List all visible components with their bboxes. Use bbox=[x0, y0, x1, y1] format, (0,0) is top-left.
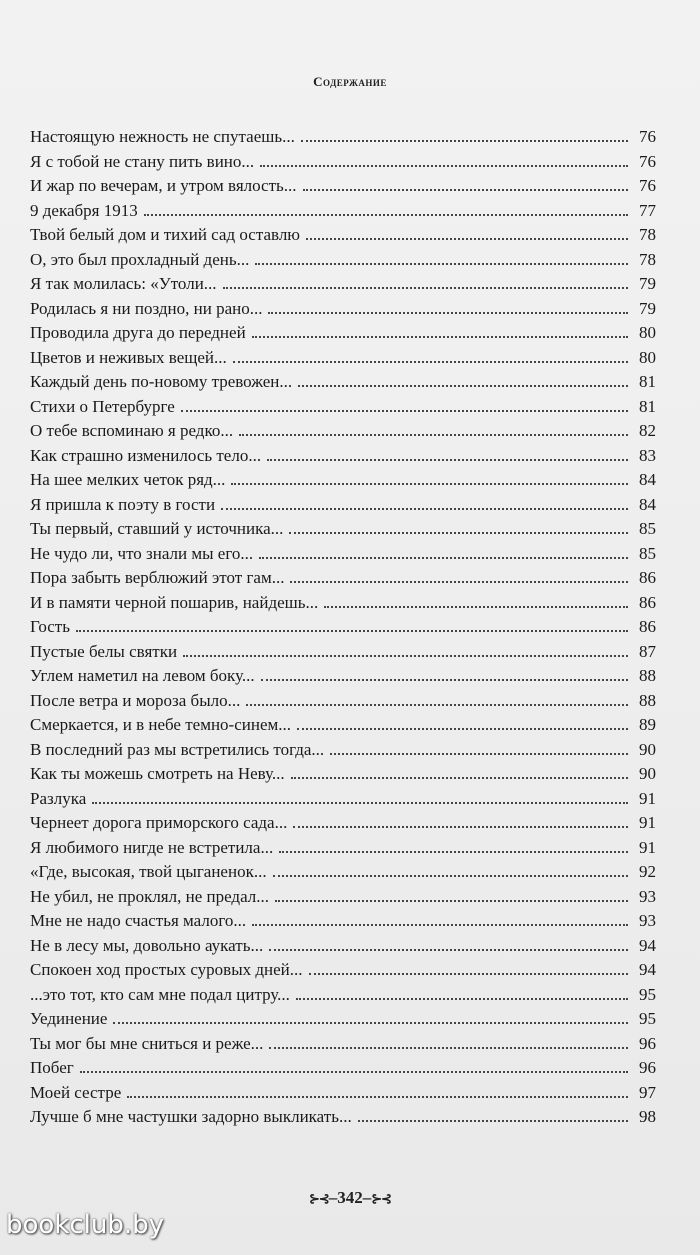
toc-entry-page: 89 bbox=[639, 715, 656, 734]
dash-right: – bbox=[362, 1188, 372, 1207]
toc-entry bbox=[30, 321, 656, 346]
toc-entry-title: Пора забыть верблюжий этот гам... bbox=[30, 568, 285, 587]
dot-leader bbox=[268, 312, 628, 314]
toc-entry bbox=[30, 199, 656, 224]
toc-entry-page: 79 bbox=[639, 274, 656, 293]
dot-leader bbox=[330, 753, 628, 755]
toc-entry-title: Лучше б мне частушки задорно выкликать... bbox=[30, 1107, 352, 1126]
dot-leader bbox=[306, 238, 628, 240]
toc-entry-title: Не убил, не проклял, не предал... bbox=[30, 886, 270, 906]
toc-entry-page: 80 bbox=[639, 323, 656, 342]
toc-entry-title: О, это был прохладный день... bbox=[30, 249, 250, 269]
page-number: 342 bbox=[337, 1188, 363, 1207]
toc-entry-page: 86 bbox=[639, 568, 656, 587]
dot-leader bbox=[296, 998, 628, 1000]
dot-leader bbox=[260, 165, 628, 167]
toc-entry-page: 88 bbox=[639, 666, 656, 685]
dot-leader bbox=[289, 532, 628, 534]
toc-entry-title: Я так молилась: «Утоли... bbox=[30, 274, 217, 293]
dot-leader bbox=[301, 140, 628, 142]
dot-leader bbox=[261, 679, 628, 681]
toc-entry-page: 95 bbox=[639, 984, 656, 1004]
toc-entry-page: 93 bbox=[639, 911, 656, 930]
toc-entry-title: Ты первый, ставший у источника... bbox=[30, 519, 284, 538]
toc-entry-title: Как страшно изменилось тело... bbox=[30, 445, 262, 465]
toc-entry-page: 76 bbox=[639, 151, 656, 171]
toc-entry-page: 84 bbox=[639, 470, 656, 489]
toc-entry-page: 85 bbox=[639, 519, 656, 538]
dot-leader bbox=[293, 826, 628, 828]
toc-entry bbox=[30, 566, 656, 591]
toc-entry-page: 85 bbox=[639, 543, 656, 563]
toc-entry-page: 96 bbox=[639, 1033, 656, 1053]
toc-entry-title: Пустые белы святки bbox=[30, 641, 178, 661]
toc-entry-title: О тебе вспоминаю я редко... bbox=[30, 421, 234, 440]
toc-entry-page: 76 bbox=[639, 176, 656, 195]
toc-entry bbox=[30, 689, 656, 714]
dot-leader bbox=[144, 214, 628, 216]
toc-entry bbox=[30, 493, 656, 518]
dot-leader bbox=[267, 459, 628, 461]
toc-entry bbox=[30, 1032, 656, 1057]
toc-entry-title: ...это тот, кто сам мне подал цитру... bbox=[30, 984, 290, 1004]
dot-leader bbox=[291, 777, 628, 779]
toc-entry bbox=[30, 248, 656, 273]
toc-entry bbox=[30, 885, 656, 910]
toc-entry bbox=[30, 836, 656, 861]
dot-leader bbox=[246, 704, 628, 706]
toc-entry bbox=[30, 738, 656, 763]
toc-entry bbox=[30, 615, 656, 640]
dash-left: – bbox=[328, 1188, 338, 1207]
toc-entry bbox=[30, 787, 656, 812]
toc-entry-page: 78 bbox=[639, 225, 656, 244]
dot-leader bbox=[92, 802, 628, 804]
toc-entry bbox=[30, 346, 656, 371]
toc-entry-page: 93 bbox=[639, 886, 656, 906]
dot-leader bbox=[269, 949, 628, 951]
dot-leader bbox=[80, 1071, 628, 1073]
dot-leader bbox=[181, 410, 628, 412]
dot-leader bbox=[275, 900, 628, 902]
dot-leader bbox=[298, 385, 628, 387]
toc-entry-page: 94 bbox=[639, 960, 656, 979]
toc-entry-title: Побег bbox=[30, 1058, 74, 1077]
toc-entry bbox=[30, 419, 656, 444]
toc-entry bbox=[30, 370, 656, 395]
toc-entry-page: 86 bbox=[639, 592, 656, 612]
toc-entry bbox=[30, 640, 656, 665]
toc-entry-page: 94 bbox=[639, 935, 656, 955]
toc-entry bbox=[30, 860, 656, 885]
dot-leader bbox=[113, 1022, 628, 1024]
toc-entry-title: Моей сестре bbox=[30, 1082, 122, 1102]
toc-entry-title: И жар по вечерам, и утром вялость... bbox=[30, 176, 297, 195]
toc-entry bbox=[30, 934, 656, 959]
toc-entry-page: 92 bbox=[639, 862, 656, 881]
toc-entry-page: 81 bbox=[639, 372, 656, 391]
toc-entry bbox=[30, 297, 656, 322]
toc-entry-title: Не чудо ли, что знали мы его... bbox=[30, 543, 254, 563]
dot-leader bbox=[252, 336, 628, 338]
toc-entry-title: Разлука bbox=[30, 788, 87, 808]
ornament-left-icon: ⊱⊰ bbox=[308, 1191, 329, 1206]
watermark: bookclub.by bbox=[6, 1210, 165, 1240]
toc-entry-page: 86 bbox=[639, 617, 656, 636]
toc-entry-page: 83 bbox=[639, 445, 656, 465]
toc-entry bbox=[30, 1105, 656, 1130]
toc-entry bbox=[30, 909, 656, 934]
dot-leader bbox=[76, 630, 628, 632]
toc-entry-title: Родилась я ни поздно, ни рано... bbox=[30, 298, 263, 318]
toc-entry bbox=[30, 395, 656, 420]
toc-entry-page: 95 bbox=[639, 1009, 656, 1028]
dot-leader bbox=[239, 434, 628, 436]
toc-entry-title: Я любимого нигде не встретила... bbox=[30, 837, 274, 857]
toc-entry-title: Цветов и неживых вещей... bbox=[30, 347, 227, 367]
toc-entry bbox=[30, 174, 656, 199]
toc-entry-title: В последний раз мы встретились тогда... bbox=[30, 739, 325, 759]
toc-entry-page: 90 bbox=[639, 764, 656, 783]
toc-entry-page: 84 bbox=[639, 494, 656, 514]
dot-leader bbox=[223, 287, 628, 289]
toc-entry-title: После ветра и мороза было... bbox=[30, 690, 241, 710]
toc-entry bbox=[30, 517, 656, 542]
dot-leader bbox=[303, 189, 628, 191]
dot-leader bbox=[297, 728, 628, 730]
toc-entry-page: 87 bbox=[639, 641, 656, 661]
dot-leader bbox=[309, 973, 628, 975]
toc-entry-title: На шее мелких четок ряд... bbox=[30, 470, 226, 489]
dot-leader bbox=[221, 508, 628, 510]
dot-leader bbox=[273, 875, 628, 877]
toc-entry-title: Не в лесу мы, довольно аукать... bbox=[30, 935, 264, 955]
toc-entry-title: «Где, высокая, твой цыганенок... bbox=[30, 862, 267, 881]
toc-entry-page: 81 bbox=[639, 396, 656, 416]
toc-entry-page: 91 bbox=[639, 788, 656, 808]
toc-entry-title: Каждый день по-новому тревожен... bbox=[30, 372, 293, 391]
dot-leader bbox=[233, 361, 628, 363]
page-footer bbox=[0, 1188, 700, 1208]
toc-entry-title: Смеркается, и в небе темно-синем... bbox=[30, 715, 292, 734]
toc-entry-title: Я пришла к поэту в гости bbox=[30, 494, 216, 514]
toc-entry bbox=[30, 713, 656, 738]
toc-entry bbox=[30, 223, 656, 248]
toc-entry-title: Твой белый дом и тихий сад оставлю bbox=[30, 225, 301, 244]
toc-entry-page: 91 bbox=[639, 813, 656, 832]
toc-entry-page: 78 bbox=[639, 249, 656, 269]
toc-entry-title: И в памяти черной пошарив, найдешь... bbox=[30, 592, 319, 612]
toc-entry bbox=[30, 591, 656, 616]
ornament-right-icon: ⊱⊰ bbox=[371, 1191, 392, 1206]
table-of-contents bbox=[30, 125, 656, 1130]
dot-leader bbox=[290, 581, 628, 583]
toc-entry-page: 82 bbox=[639, 421, 656, 440]
toc-entry-page: 88 bbox=[639, 690, 656, 710]
dot-leader bbox=[231, 483, 628, 485]
toc-entry-page: 77 bbox=[639, 200, 656, 220]
toc-entry-page: 76 bbox=[639, 127, 656, 146]
toc-entry-title: Чернеет дорога приморского сада... bbox=[30, 813, 288, 832]
toc-entry-title: Настоящую нежность не спутаешь... bbox=[30, 127, 295, 146]
toc-entry bbox=[30, 983, 656, 1008]
dot-leader bbox=[252, 924, 628, 926]
toc-entry-page: 96 bbox=[639, 1058, 656, 1077]
toc-entry-title: Я с тобой не стану пить вино... bbox=[30, 151, 255, 171]
toc-entry bbox=[30, 150, 656, 175]
toc-entry-page: 91 bbox=[639, 837, 656, 857]
toc-entry-page: 98 bbox=[639, 1107, 656, 1126]
dot-leader bbox=[358, 1120, 628, 1122]
toc-entry bbox=[30, 762, 656, 787]
toc-entry bbox=[30, 125, 656, 150]
toc-entry bbox=[30, 272, 656, 297]
dot-leader bbox=[127, 1096, 628, 1098]
toc-entry-title: Углем наметил на левом боку... bbox=[30, 666, 255, 685]
toc-entry-title: Ты мог бы мне сниться и реже... bbox=[30, 1033, 264, 1053]
toc-entry bbox=[30, 1007, 656, 1032]
toc-entry bbox=[30, 468, 656, 493]
toc-entry-title: Спокоен ход простых суровых дней... bbox=[30, 960, 303, 979]
toc-entry-title: Как ты можешь смотреть на Неву... bbox=[30, 764, 285, 783]
toc-entry-title: Мне не надо счастья малого... bbox=[30, 911, 247, 930]
dot-leader bbox=[279, 851, 628, 853]
page-header: Содержание bbox=[313, 74, 387, 89]
toc-entry-title: Гость bbox=[30, 617, 70, 636]
toc-entry bbox=[30, 1056, 656, 1081]
toc-entry bbox=[30, 444, 656, 469]
dot-leader bbox=[269, 1047, 628, 1049]
toc-entry-page: 90 bbox=[639, 739, 656, 759]
toc-entry-page: 80 bbox=[639, 347, 656, 367]
toc-entry bbox=[30, 811, 656, 836]
toc-entry bbox=[30, 1081, 656, 1106]
toc-entry-title: 9 декабря 1913 bbox=[30, 200, 138, 220]
toc-entry-title: Стихи о Петербурге bbox=[30, 396, 175, 416]
toc-entry bbox=[30, 664, 656, 689]
dot-leader bbox=[259, 557, 628, 559]
toc-entry bbox=[30, 542, 656, 567]
toc-entry-title: Проводила друга до передней bbox=[30, 323, 246, 342]
dot-leader bbox=[324, 606, 628, 608]
dot-leader bbox=[183, 655, 628, 657]
toc-entry-page: 79 bbox=[639, 298, 656, 318]
toc-entry bbox=[30, 958, 656, 983]
toc-entry-page: 97 bbox=[639, 1082, 656, 1102]
dot-leader bbox=[255, 263, 628, 265]
toc-entry-title: Уединение bbox=[30, 1009, 108, 1028]
